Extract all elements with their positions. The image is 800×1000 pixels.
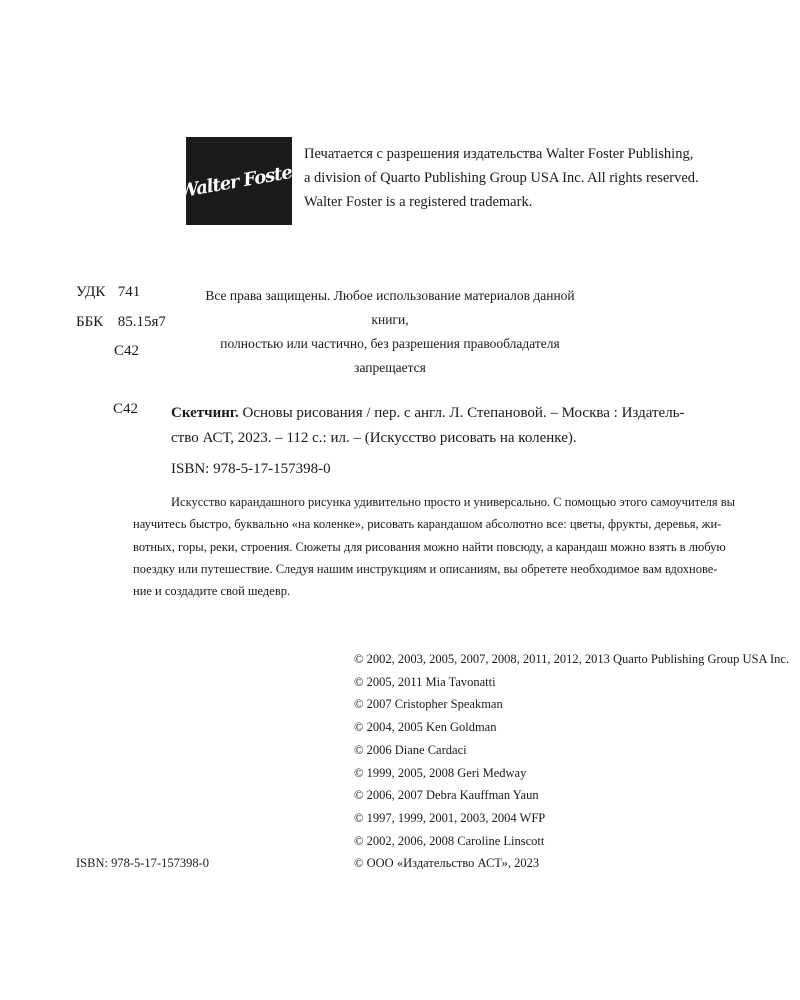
author-mark: С42	[114, 343, 140, 359]
annotation-line: Искусство карандашного рисунка удивительно просто и универсально. С помощью этого самоучителя вы	[171, 495, 736, 509]
permission-notice	[304, 142, 699, 214]
permission-line: Печатается с разрешения издательства Walter Foster Publishing,	[304, 146, 694, 162]
rights-reserved-notice	[190, 284, 590, 380]
annotation-line: поездку или путешествие. Следуя нашим инструкциям и описаниям, вы обретете необходимое вам вдохнове-	[133, 561, 718, 576]
catalog-record	[171, 401, 685, 451]
logo-lettering: Walter Foster	[176, 159, 302, 203]
catalog-author-mark: С42	[113, 401, 139, 417]
bbk-code	[76, 314, 166, 331]
copyright-line: © 2002, 2006, 2008 Caroline Linscott	[354, 833, 545, 848]
isbn-main: ISBN: 978-5-17-157398-0	[171, 461, 331, 477]
udk-code	[76, 284, 140, 301]
annotation	[133, 491, 736, 602]
copyright-list	[354, 648, 789, 875]
catalog-line1: Основы рисования / пер. с англ. Л. Степановой. – Москва : Издатель-	[238, 405, 685, 421]
copyright-line: © 2005, 2011 Mia Tavonatti	[354, 674, 496, 689]
book-title: Скетчинг.	[171, 405, 239, 421]
permission-line: a division of Quarto Publishing Group USA Inc. All rights reserved.	[304, 170, 699, 186]
copyright-line: © 2004, 2005 Ken Goldman	[354, 720, 497, 735]
copyright-line: © 2006 Diane Cardaci	[354, 742, 467, 757]
annotation-line: научитесь быстро, буквально «на коленке», рисовать карандашом абсолютно все: цветы, фрукты, деревья, жи-	[133, 517, 722, 532]
bbk-label: ББК	[76, 314, 104, 330]
walter-foster-logo	[176, 137, 302, 225]
copyright-line: © 1997, 1999, 2001, 2003, 2004 WFP	[354, 810, 546, 825]
udk-label: УДК	[76, 284, 106, 300]
copyright-line: © 1999, 2005, 2008 Geri Medway	[354, 765, 527, 780]
permission-line: Walter Foster is a registered trademark.	[304, 194, 533, 210]
copyright-line: © 2006, 2007 Debra Kauffman Yaun	[354, 788, 539, 803]
copyright-line: © 2007 Cristopher Speakman	[354, 697, 503, 712]
copyright-line: © 2002, 2003, 2005, 2007, 2008, 2011, 2012, 2013 Quarto Publishing Group USA Inc.	[354, 652, 790, 666]
udk-value: 741	[117, 284, 141, 300]
rights-line: Все права защищены. Любое использование материалов данной книги,	[205, 288, 575, 327]
catalog-line2: ство АСТ, 2023. – 112 с.: ил. – (Искусство рисовать на коленке).	[171, 430, 577, 446]
annotation-line: ние и создадите свой шедевр.	[133, 584, 291, 599]
annotation-line: вотных, горы, реки, строения. Сюжеты для рисования можно найти повсюду, а карандаш можно взять в любую	[133, 539, 726, 554]
copyright-line: © ООО «Издательство АСТ», 2023	[354, 856, 540, 871]
rights-line: полностью или частично, без разрешения правообладателя запрещается	[220, 336, 560, 375]
isbn-bottom: ISBN: 978-5-17-157398-0	[76, 856, 209, 870]
bbk-value: 85.15я7	[117, 314, 166, 330]
